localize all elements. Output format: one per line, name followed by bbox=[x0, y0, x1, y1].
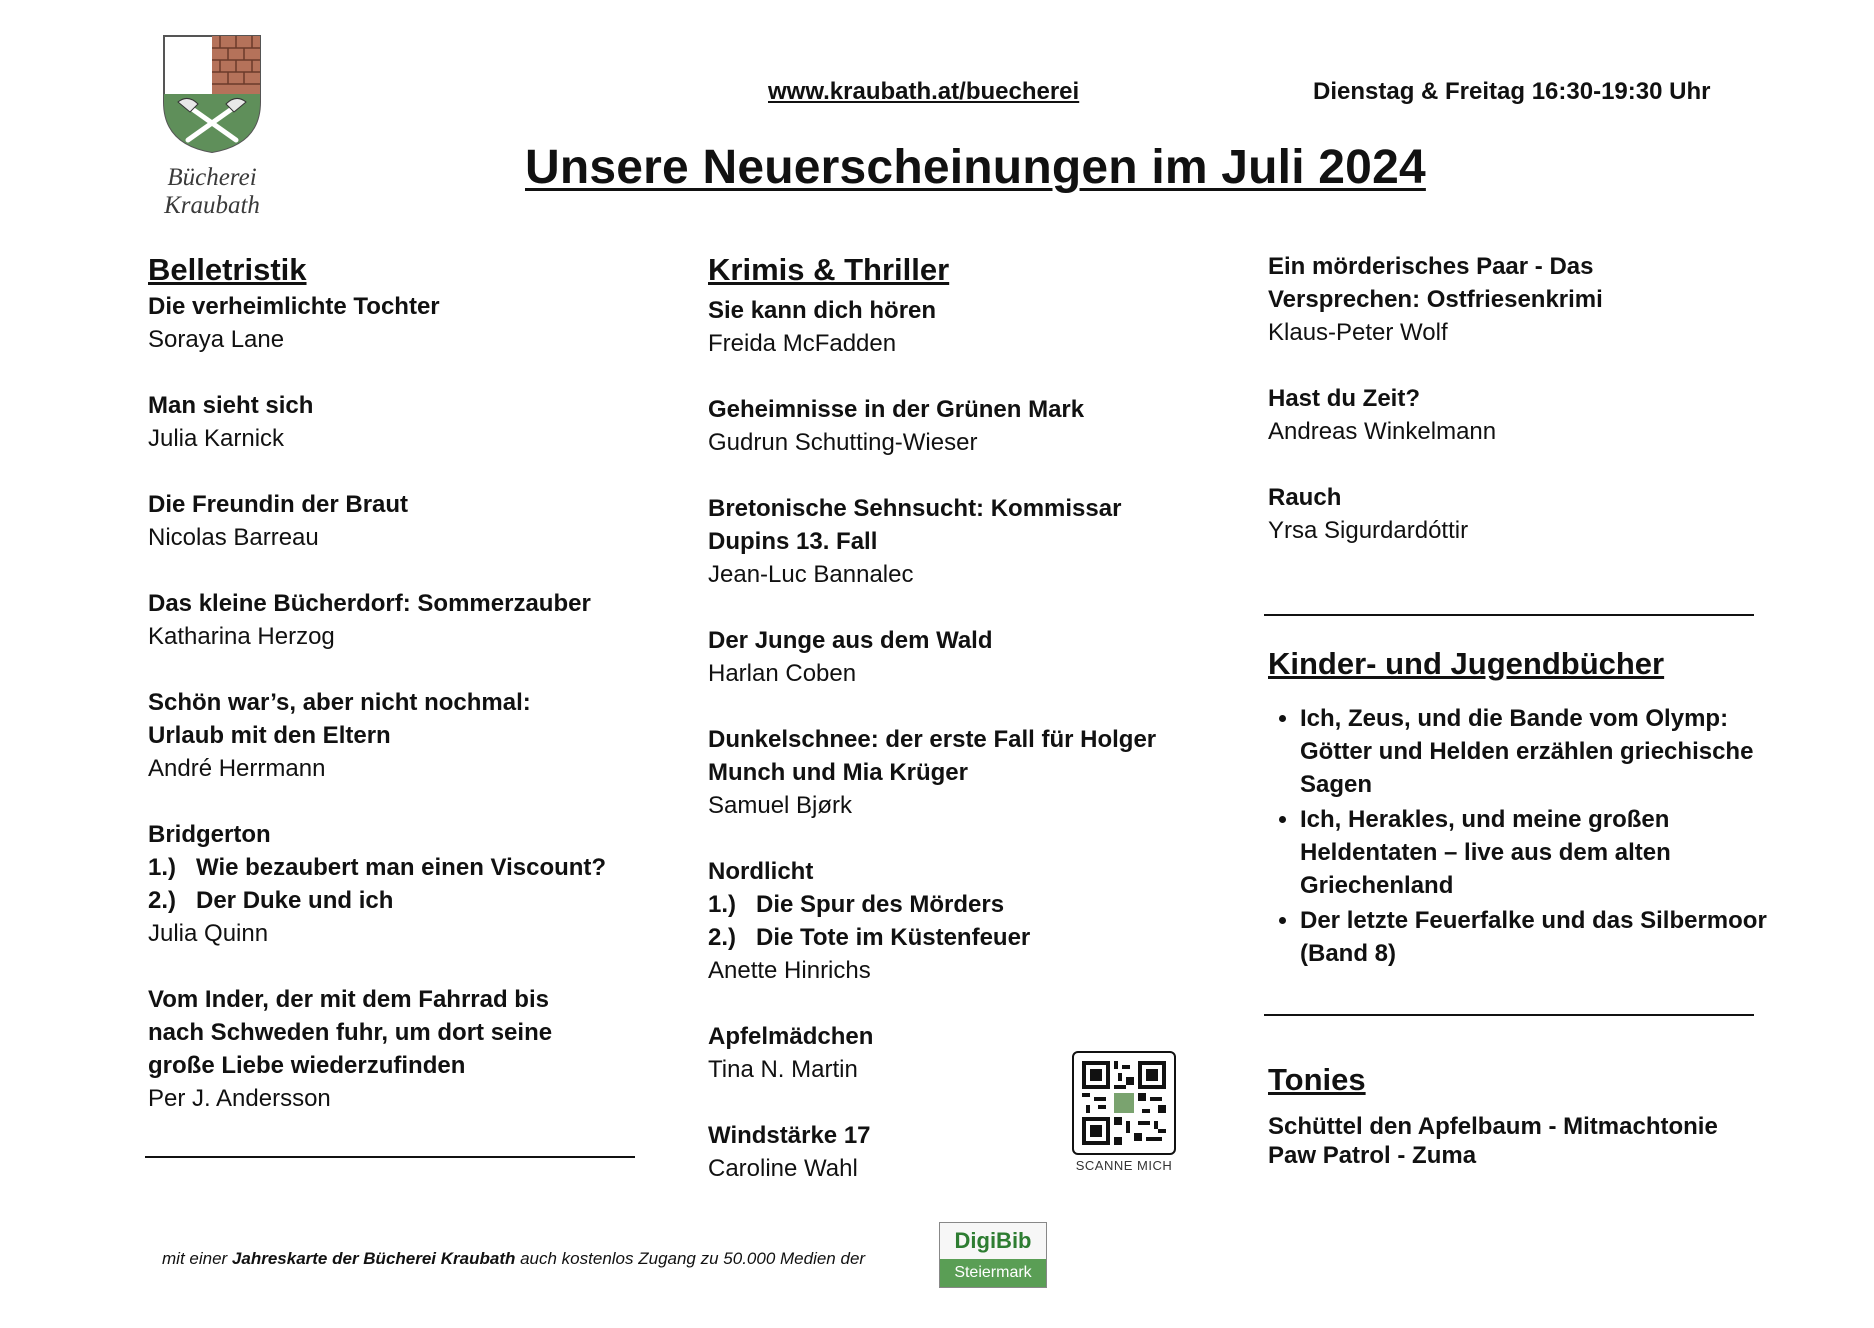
footer-bold-text: Jahreskarte der Bücherei Kraubath bbox=[231, 1249, 516, 1268]
qr-code[interactable] bbox=[1072, 1051, 1176, 1155]
page-title: Unsere Neuerscheinungen im Juli 2024 bbox=[525, 141, 1426, 194]
website-link[interactable]: www.kraubath.at/buecherei bbox=[768, 78, 1080, 105]
book-title: Die verheimlichte Tochter bbox=[148, 293, 440, 320]
volume-number: 2.) bbox=[708, 924, 737, 951]
opening-hours: Dienstag & Freitag 16:30-19:30 Uhr bbox=[1313, 78, 1711, 105]
digibib-logo[interactable] bbox=[939, 1222, 1047, 1288]
list-item bbox=[148, 818, 648, 950]
section-heading-krimis: Krimis & Thriller bbox=[708, 252, 950, 287]
book-title: Sie kann dich hören bbox=[708, 297, 937, 324]
book-title: Apfelmädchen bbox=[708, 1023, 874, 1050]
list-item bbox=[1268, 382, 1768, 448]
series-volume bbox=[708, 888, 1208, 921]
list-item bbox=[708, 624, 1208, 690]
book-title: Windstärke 17 bbox=[708, 1122, 871, 1149]
book-title: Bretonische Sehnsucht: Kommissar Dupins 13. Fall bbox=[708, 495, 1122, 555]
coat-of-arms-icon bbox=[160, 32, 264, 156]
book-title: Rauch bbox=[1268, 484, 1342, 511]
list-item: Schüttel den Apfelbaum - Mitmachtonie bbox=[1268, 1113, 1718, 1140]
book-title: Ein mörderisches Paar - Das Versprechen: Ostfriesenkrimi bbox=[1268, 253, 1603, 313]
book-author: Tina N. Martin bbox=[708, 1056, 858, 1083]
book-author: Per J. Andersson bbox=[148, 1085, 331, 1112]
list-item bbox=[1268, 250, 1768, 349]
book-author: Nicolas Barreau bbox=[148, 524, 319, 551]
list-item bbox=[148, 290, 648, 356]
list-item bbox=[708, 492, 1208, 591]
book-title: Geheimnisse in der Grünen Mark bbox=[708, 396, 1085, 423]
footer-text: mit einer bbox=[162, 1249, 232, 1268]
list-item: Paw Patrol - Zuma bbox=[1268, 1142, 1477, 1169]
book-title: Schön war’s, aber nicht nochmal: Urlaub mit den Eltern bbox=[148, 689, 531, 749]
book-author: Harlan Coben bbox=[708, 660, 857, 687]
kids-book-list bbox=[1268, 702, 1768, 970]
section-heading-kinder: Kinder- und Jugendbücher bbox=[1268, 646, 1665, 681]
qr-code-icon bbox=[1074, 1053, 1174, 1153]
list-item bbox=[148, 488, 648, 554]
book-title: Hast du Zeit? bbox=[1268, 385, 1421, 412]
digibib-logo-bottom: Steiermark bbox=[940, 1259, 1046, 1287]
divider bbox=[145, 1156, 635, 1158]
book-author: Samuel Bjørk bbox=[708, 792, 853, 819]
book-title: Man sieht sich bbox=[148, 392, 314, 419]
volume-title: Wie bezaubert man einen Viscount? bbox=[196, 854, 607, 881]
qr-label: SCANNE MICH bbox=[1075, 1158, 1173, 1173]
list-item bbox=[708, 723, 1208, 822]
book-title: Nordlicht bbox=[708, 858, 814, 885]
book-author: Freida McFadden bbox=[708, 330, 897, 357]
book-title: Dunkelschnee: der erste Fall für Holger Munch und Mia Krüger bbox=[708, 726, 1157, 786]
volume-title: Die Tote im Küstenfeuer bbox=[756, 924, 1031, 951]
book-author: Julia Karnick bbox=[148, 425, 285, 452]
book-author: Andreas Winkelmann bbox=[1268, 418, 1497, 445]
column-belletristik bbox=[148, 250, 648, 1148]
series-volume bbox=[148, 884, 648, 917]
book-title: Der Junge aus dem Wald bbox=[708, 627, 993, 654]
book-title: Die Freundin der Braut bbox=[148, 491, 409, 518]
library-logo bbox=[160, 32, 264, 220]
volume-number: 1.) bbox=[708, 891, 737, 918]
volume-number: 1.) bbox=[148, 854, 177, 881]
section-kinder bbox=[1268, 644, 1768, 972]
logo-caption: Bücherei Kraubath bbox=[164, 164, 260, 219]
divider bbox=[1264, 614, 1754, 616]
book-title: Vom Inder, der mit dem Fahrrad bis nach Schweden fuhr, um dort seine große Liebe wiederzufinden bbox=[148, 986, 553, 1079]
list-item bbox=[1268, 481, 1768, 547]
series-volume bbox=[708, 921, 1208, 954]
section-heading-belletristik: Belletristik bbox=[148, 252, 307, 287]
book-author: Klaus-Peter Wolf bbox=[1268, 319, 1448, 346]
book-author: Yrsa Sigurdardóttir bbox=[1268, 517, 1469, 544]
list-item bbox=[148, 587, 648, 653]
list-item bbox=[148, 686, 648, 785]
list-item: • Der letzte Feuerfalke und das Silbermoor (Band 8) bbox=[1300, 904, 1768, 970]
book-author: André Herrmann bbox=[148, 755, 326, 782]
volume-number: 2.) bbox=[148, 887, 177, 914]
list-item: • Ich, Herakles, und meine großen Heldentaten – live aus dem alten Griechenland bbox=[1300, 803, 1768, 902]
column-right bbox=[1268, 250, 1768, 580]
book-author: Caroline Wahl bbox=[708, 1155, 858, 1182]
volume-title: Die Spur des Mörders bbox=[756, 891, 1005, 918]
book-author: Jean-Luc Bannalec bbox=[708, 561, 914, 588]
book-author: Soraya Lane bbox=[148, 326, 285, 353]
divider bbox=[1264, 1014, 1754, 1016]
list-item bbox=[708, 855, 1208, 987]
book-title: Das kleine Bücherdorf: Sommerzauber bbox=[148, 590, 591, 617]
book-author: Julia Quinn bbox=[148, 920, 269, 947]
list-item: • Ich, Zeus, und die Bande vom Olymp: Götter und Helden erzählen griechische Sagen bbox=[1300, 702, 1768, 801]
book-author: Katharina Herzog bbox=[148, 623, 335, 650]
volume-title: Der Duke und ich bbox=[196, 887, 394, 914]
list-item bbox=[148, 983, 648, 1115]
list-item bbox=[148, 389, 648, 455]
footer-text: auch kostenlos Zugang zu 50.000 Medien der bbox=[515, 1249, 866, 1268]
book-title: Bridgerton bbox=[148, 821, 271, 848]
digibib-logo-top: DigiBib bbox=[940, 1223, 1046, 1259]
section-heading-tonies: Tonies bbox=[1268, 1062, 1366, 1097]
list-item bbox=[708, 393, 1208, 459]
series-volume bbox=[148, 851, 648, 884]
book-author: Gudrun Schutting-Wieser bbox=[708, 429, 978, 456]
footer-note bbox=[162, 1249, 865, 1269]
section-tonies bbox=[1268, 1060, 1768, 1170]
book-author: Anette Hinrichs bbox=[708, 957, 871, 984]
list-item bbox=[708, 294, 1208, 360]
